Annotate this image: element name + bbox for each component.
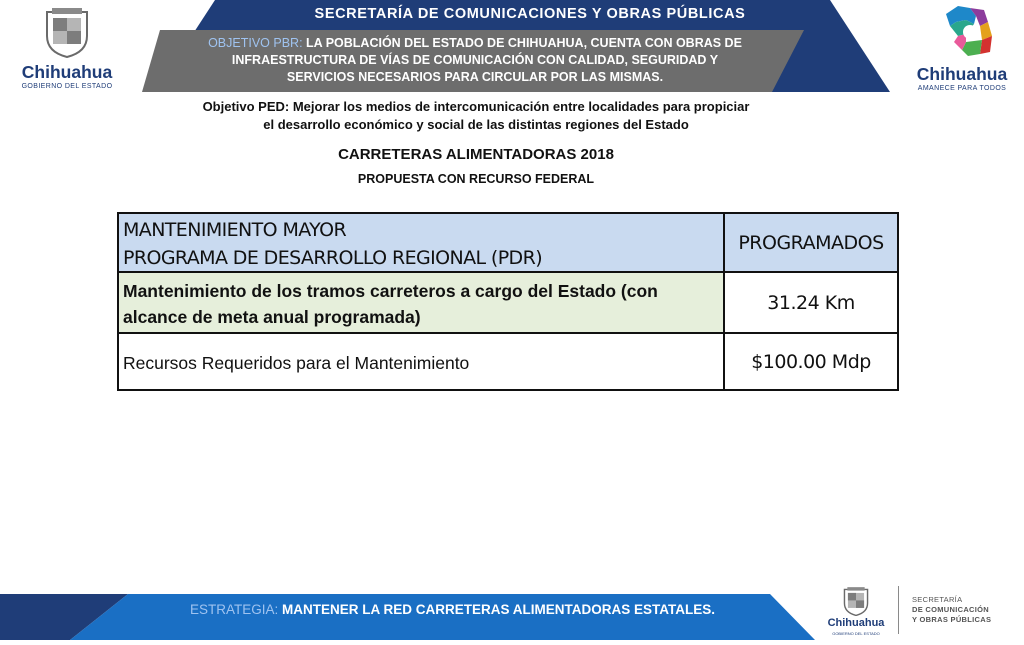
table-row xyxy=(119,334,897,389)
logo-right-brand: Chihuahua xyxy=(916,64,1008,84)
table-row xyxy=(119,273,897,334)
pbr-label: OBJETIVO PBR: xyxy=(208,36,303,50)
chihuahua-map-icon xyxy=(936,2,996,62)
table-header-left xyxy=(119,214,725,271)
logo-right-subtitle: AMANECE PARA TODOS xyxy=(917,85,1007,92)
table-header-row xyxy=(119,214,897,273)
secretaria-line1: SECRETARÍA xyxy=(912,595,963,604)
footer-logo-subtitle: GOBIERNO DEL ESTADO xyxy=(832,631,880,636)
row-label-resources: Recursos Requeridos para el Mantenimiento xyxy=(119,334,725,389)
secretaria-line2: DE COMUNICACIÓN xyxy=(912,605,989,614)
pbr-objective xyxy=(200,35,750,86)
program-table xyxy=(117,212,899,391)
row-value-mdp: $100.00 Mdp xyxy=(751,350,871,373)
row-value-km: 31.24 Km xyxy=(767,291,855,314)
strategy-text xyxy=(190,602,715,617)
table-header-line2: PROGRAMA DE DESARROLLO REGIONAL (PDR) xyxy=(123,247,543,269)
strategy-label: ESTRATEGIA: xyxy=(190,602,279,617)
logo-amanece xyxy=(906,2,1018,94)
table-header-line1: MANTENIMIENTO MAYOR xyxy=(123,219,347,241)
page-title: CARRETERAS ALIMENTADORAS 2018 xyxy=(338,146,614,163)
page-subtitle: PROPUESTA CON RECURSO FEDERAL xyxy=(357,172,595,186)
logo-gobierno-estado xyxy=(12,6,122,90)
logo-left-brand: Chihuahua xyxy=(21,62,113,82)
strategy-content: MANTENER LA RED CARRETERAS ALIMENTADORAS ESTATALES. xyxy=(282,602,716,617)
footer-coat-of-arms-icon xyxy=(841,586,871,616)
footer-logo-gobierno xyxy=(825,586,887,636)
logo-left-subtitle: GOBIERNO DEL ESTADO xyxy=(21,83,113,90)
ped-objective: Objetivo PED: Mejorar los medios de intercomunicación entre localidades para propiciar el desarrollo económico y social de las distintas regiones del Estado xyxy=(202,99,750,132)
footer-logo-brand: Chihuahua xyxy=(827,617,885,629)
footer-divider xyxy=(898,586,899,634)
footer-secretaria xyxy=(912,595,991,625)
coat-of-arms-icon xyxy=(42,6,92,58)
row-label-maintenance: Mantenimiento de los tramos carreteros a cargo del Estado (con alcance de meta anual programada) xyxy=(119,273,725,332)
pbr-text: LA POBLACIÓN DEL ESTADO DE CHIHUAHUA, CUENTA CON OBRAS DE INFRAESTRUCTURA DE VÍAS DE COMUNICACIÓN CON CALIDAD, SEGURIDAD Y SERVICIOS NECESARIOS PARA CIRCULAR POR LAS MISMAS. xyxy=(231,36,742,84)
table-header-right: PROGRAMADOS xyxy=(738,231,884,254)
secretaria-title: SECRETARÍA DE COMUNICACIONES Y OBRAS PÚBLICAS xyxy=(314,6,746,22)
secretaria-line3: Y OBRAS PÚBLICAS xyxy=(912,615,992,624)
